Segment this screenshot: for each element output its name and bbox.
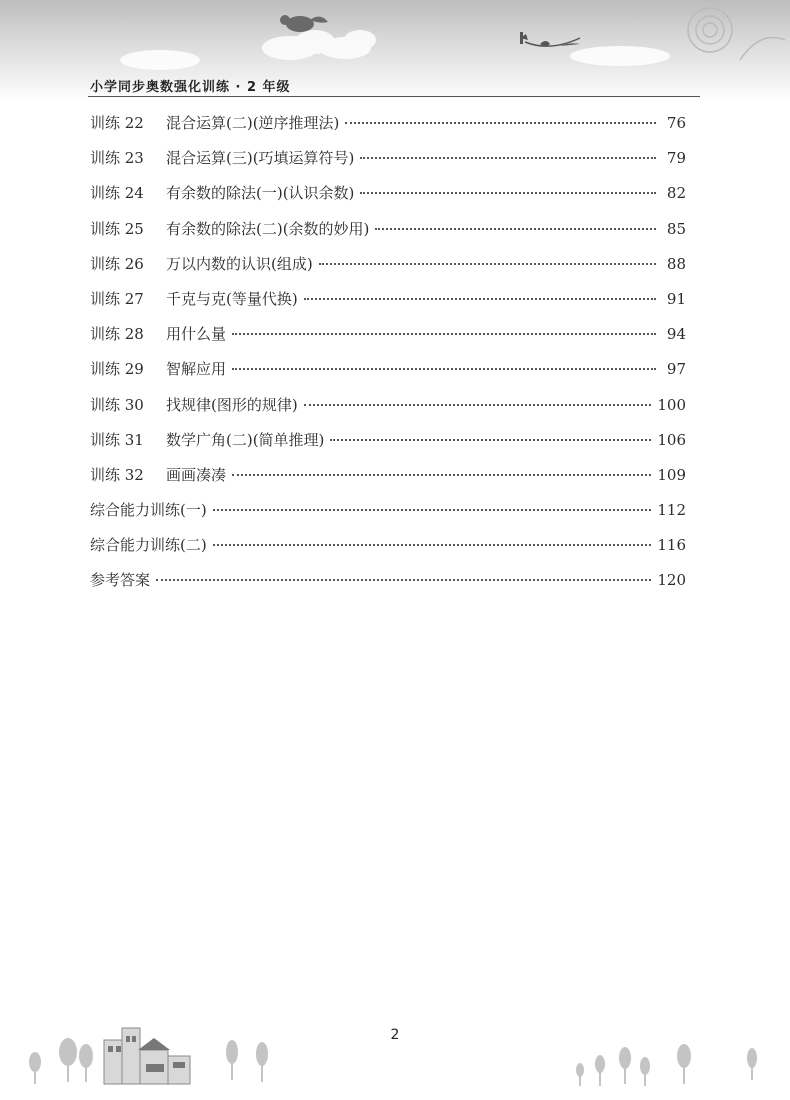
toc-entry[interactable] xyxy=(90,569,686,604)
table-of-contents xyxy=(90,112,686,605)
toc-entry[interactable] xyxy=(90,182,686,217)
dot-leader xyxy=(156,579,651,581)
entry-number: 训练 25 xyxy=(90,219,144,238)
entry-page: 106 xyxy=(657,430,686,449)
dot-leader xyxy=(375,228,656,230)
entry-number: 训练 27 xyxy=(90,289,144,308)
entry-page: 85 xyxy=(666,219,686,238)
footer-illustration xyxy=(0,1010,790,1100)
entry-title: 混合运算(三)(巧填运算符号) xyxy=(166,149,355,168)
dot-leader xyxy=(232,474,651,476)
dot-leader xyxy=(304,298,656,300)
entry-title: 有余数的除法(二)(余数的妙用) xyxy=(166,219,370,238)
toc-entry[interactable] xyxy=(90,534,686,569)
entry-page: 82 xyxy=(666,184,686,203)
entry-number: 训练 31 xyxy=(90,430,144,449)
entry-title: 千克与克(等量代换) xyxy=(166,289,298,308)
entry-number: 训练 24 xyxy=(90,184,144,203)
entry-number: 训练 26 xyxy=(90,254,144,273)
entry-page: 94 xyxy=(666,325,686,344)
entry-number: 训练 23 xyxy=(90,149,144,168)
dot-leader xyxy=(330,439,651,441)
dot-leader xyxy=(232,368,656,370)
entry-number: 训练 30 xyxy=(90,395,144,414)
entry-title: 综合能力训练(二) xyxy=(90,536,207,555)
entry-page: 100 xyxy=(657,395,686,414)
entry-title: 综合能力训练(一) xyxy=(90,501,207,520)
entry-title: 参考答案 xyxy=(90,571,151,590)
entry-page: 79 xyxy=(666,149,686,168)
entry-page: 109 xyxy=(657,465,686,484)
toc-entry[interactable] xyxy=(90,218,686,253)
toc-entry[interactable] xyxy=(90,429,686,464)
entry-page: 112 xyxy=(657,501,686,520)
entry-page: 88 xyxy=(666,254,686,273)
dot-leader xyxy=(360,192,656,194)
header-rule xyxy=(88,96,700,97)
entry-page: 116 xyxy=(657,536,686,555)
toc-entry[interactable] xyxy=(90,253,686,288)
toc-entry[interactable] xyxy=(90,464,686,499)
dot-leader xyxy=(304,404,652,406)
entry-number: 训练 29 xyxy=(90,360,144,379)
running-head: 小学同步奥数强化训练 · 2 年级 xyxy=(90,80,291,95)
dot-leader xyxy=(360,157,656,159)
entry-title: 万以内数的认识(组成) xyxy=(166,254,313,273)
dot-leader xyxy=(232,333,656,335)
toc-entry[interactable] xyxy=(90,147,686,182)
toc-entry[interactable] xyxy=(90,358,686,393)
entry-number: 训练 32 xyxy=(90,465,144,484)
entry-number: 训练 28 xyxy=(90,325,144,344)
dot-leader xyxy=(213,509,652,511)
entry-title: 找规律(图形的规律) xyxy=(166,395,298,414)
entry-number: 训练 22 xyxy=(90,114,144,132)
entry-page: 120 xyxy=(657,571,686,590)
entry-page: 97 xyxy=(666,360,686,379)
entry-title: 用什么量 xyxy=(166,325,227,344)
toc-entry[interactable] xyxy=(90,288,686,323)
toc-entry[interactable] xyxy=(90,323,686,358)
entry-title: 混合运算(二)(逆序推理法) xyxy=(166,114,340,132)
entry-title: 有余数的除法(一)(认识余数) xyxy=(166,184,355,203)
toc-entry[interactable] xyxy=(90,499,686,534)
dot-leader xyxy=(345,122,656,124)
toc-entry[interactable] xyxy=(90,394,686,429)
page-number: 2 xyxy=(390,1027,400,1043)
entry-page: 91 xyxy=(666,289,686,308)
entry-page: 76 xyxy=(666,114,686,132)
entry-title: 画画凑凑 xyxy=(166,465,227,484)
dot-leader xyxy=(213,544,652,546)
entry-title: 数学广角(二)(简单推理) xyxy=(166,430,325,449)
toc-entry[interactable] xyxy=(90,112,686,147)
dot-leader xyxy=(319,263,656,265)
entry-title: 智解应用 xyxy=(166,360,227,379)
